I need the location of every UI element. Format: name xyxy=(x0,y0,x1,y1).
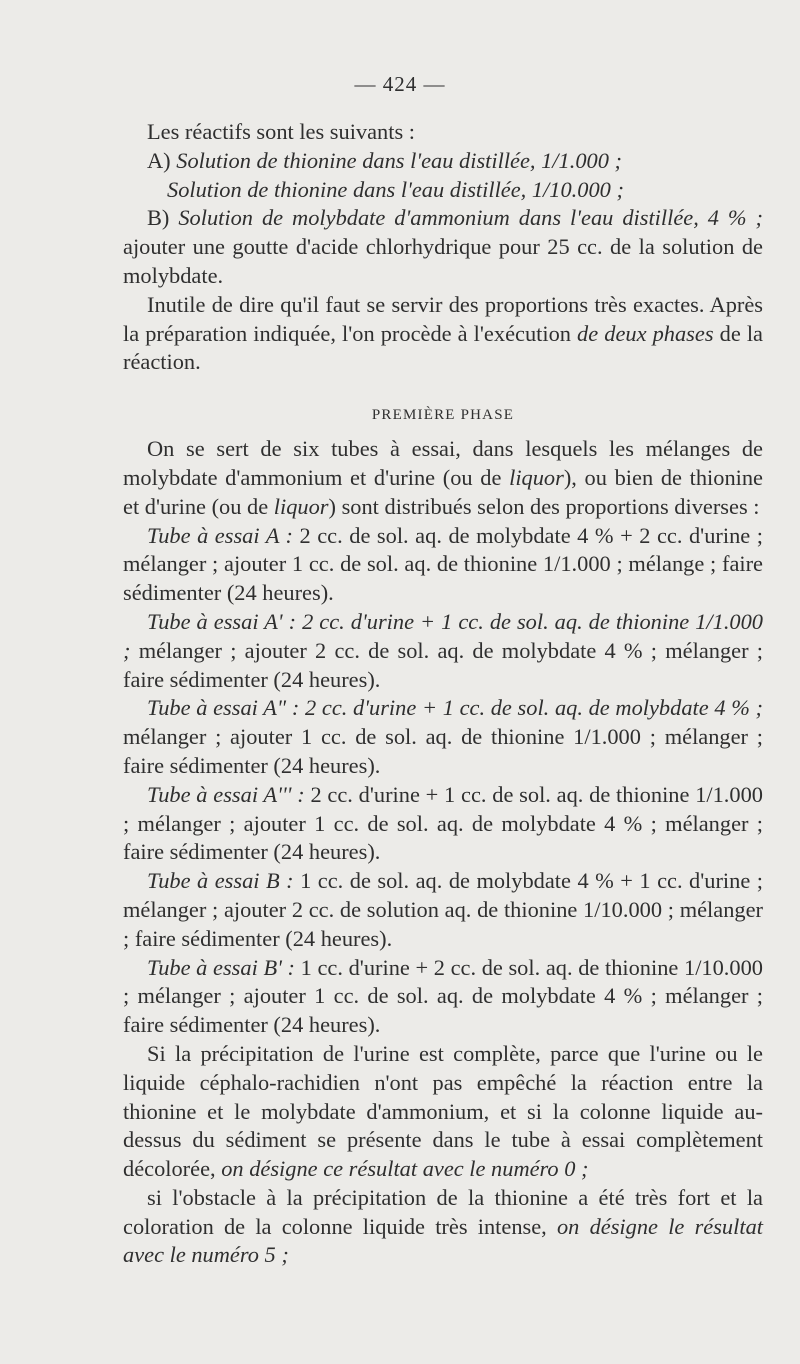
tube-a-prime xyxy=(123,608,763,694)
tube-a-label: Tube à essai A : xyxy=(147,522,293,548)
tube-b-text: 1 cc. de sol. aq. de molybdate 4 % + 1 cc. d'urine ; mélanger ; ajouter 2 cc. de solution aq. de thionine 1/10.000 ; mélanger ; faire sédimenter (24 heures). xyxy=(123,868,763,951)
tube-a xyxy=(123,522,763,608)
result-zero xyxy=(123,1040,763,1184)
tube-b xyxy=(123,867,763,953)
proportions-note xyxy=(123,291,763,377)
reagent-a1-text: Solution de thionine dans l'eau distillée, 1/1.000 ; xyxy=(176,147,622,173)
phase-intro-t1: On se sert de six tubes à essai, dans lesquels les mélanges de molybdate d'ammonium et d'urine (ou de xyxy=(123,436,763,490)
result-five-italic: on désigne le résultat avec le numéro 5 ; xyxy=(123,1213,763,1268)
tube-b-label: Tube à essai B : xyxy=(147,868,294,894)
phase-intro-i2: liquor xyxy=(273,493,329,519)
tube-a-prime-label: Tube à essai A' : xyxy=(147,608,297,634)
note-end: de la réaction. xyxy=(123,320,763,375)
tube-a-triple-text: 2 cc. d'urine + 1 cc. de sol. aq. de thionine 1/1.000 ; mélanger ; ajouter 1 cc. de sol. aq. de molybdate 4 % ; mélanger ; faire sédimenter (24 heures). xyxy=(123,781,763,865)
reagent-a-label: A) xyxy=(147,147,171,173)
tube-a-text: 2 cc. de sol. aq. de molybdate 4 % + 2 cc. d'urine ; mélanger ; ajouter 1 cc. de sol. aq. de thionine 1/1.000 ; mélange ; faire sédimenter (24 heures). xyxy=(123,522,763,606)
result-zero-italic: on désigne ce résultat avec le numéro 0 ; xyxy=(221,1156,589,1182)
tube-b-prime-label: Tube à essai B' : xyxy=(147,954,296,980)
phase-intro-t3: ) sont distribués selon des proportions diverses : xyxy=(328,493,760,519)
body-text xyxy=(123,118,763,1270)
result-five-text: si l'obstacle à la précipitation de la thionine a été très fort et la coloration de la colonne liquide très intense, xyxy=(123,1184,763,1239)
tube-a-double-label: Tube à essai A" : xyxy=(147,695,300,721)
tube-a-double-text: mélanger ; ajouter 1 cc. de sol. aq. de thionine 1/1.000 ; mélanger ; faire sédimenter (24 heures). xyxy=(123,724,763,778)
reagent-a2: Solution de thionine dans l'eau distillée, 1/10.000 ; xyxy=(167,176,624,202)
reagent-b xyxy=(123,204,763,290)
tube-a-prime-italic: 2 cc. d'urine + 1 cc. de sol. aq. de thionine 1/1.000 ; xyxy=(123,608,764,663)
phase-intro xyxy=(123,435,763,521)
section-heading: PREMIÈRE PHASE xyxy=(371,407,515,424)
tube-a-triple-label: Tube à essai A''' : xyxy=(147,781,305,807)
reagent-b-rest: ajouter une goutte d'acide chlorhydrique pour 25 cc. de la solution de molybdate. xyxy=(123,234,763,288)
tube-a-triple xyxy=(123,781,763,867)
reagents-intro: Les réactifs sont les suivants : xyxy=(147,119,416,144)
tube-a-double xyxy=(123,694,763,780)
reagent-a1 xyxy=(123,147,763,176)
tube-b-prime-text: 1 cc. d'urine + 2 cc. de sol. aq. de thionine 1/10.000 ; mélanger ; ajouter 1 cc. de sol. aq. de molybdate 4 % ; mélanger ; faire sédimenter (24 heures). xyxy=(123,954,763,1038)
page-number: — 424 — xyxy=(354,72,446,96)
result-five xyxy=(123,1184,763,1270)
reagent-b-italic: Solution de molybdate d'ammonium dans l'eau distillée, 4 % ; xyxy=(178,205,763,231)
tube-a-prime-text: mélanger ; ajouter 2 cc. de sol. aq. de molybdate 4 % ; mélanger ; faire sédimenter (24 heures). xyxy=(123,637,763,692)
tube-b-prime xyxy=(123,954,763,1040)
phase-intro-t2: ), ou bien de thionine et d'urine (ou de xyxy=(123,464,763,519)
tube-a-double-italic: 2 cc. d'urine + 1 cc. de sol. aq. de molybdate 4 % ; xyxy=(299,695,763,721)
note-italic: de deux phases xyxy=(577,320,714,346)
note-text: Inutile de dire qu'il faut se servir des proportions très exactes. Après la préparation indiquée, l'on procède à l'exécution xyxy=(123,291,763,346)
phase-intro-i1: liquor xyxy=(509,464,564,490)
reagent-b-label: B) xyxy=(147,205,170,231)
result-zero-text: Si la précipitation de l'urine est complète, parce que l'urine ou le liquide céphalo-rachidien n'ont pas empêché la réaction entre la thionine et le molybdate d'ammonium, et si la colonne liquide au-dessus du sédiment se présente dans le tube à essai complètement décolorée, xyxy=(123,1040,763,1182)
